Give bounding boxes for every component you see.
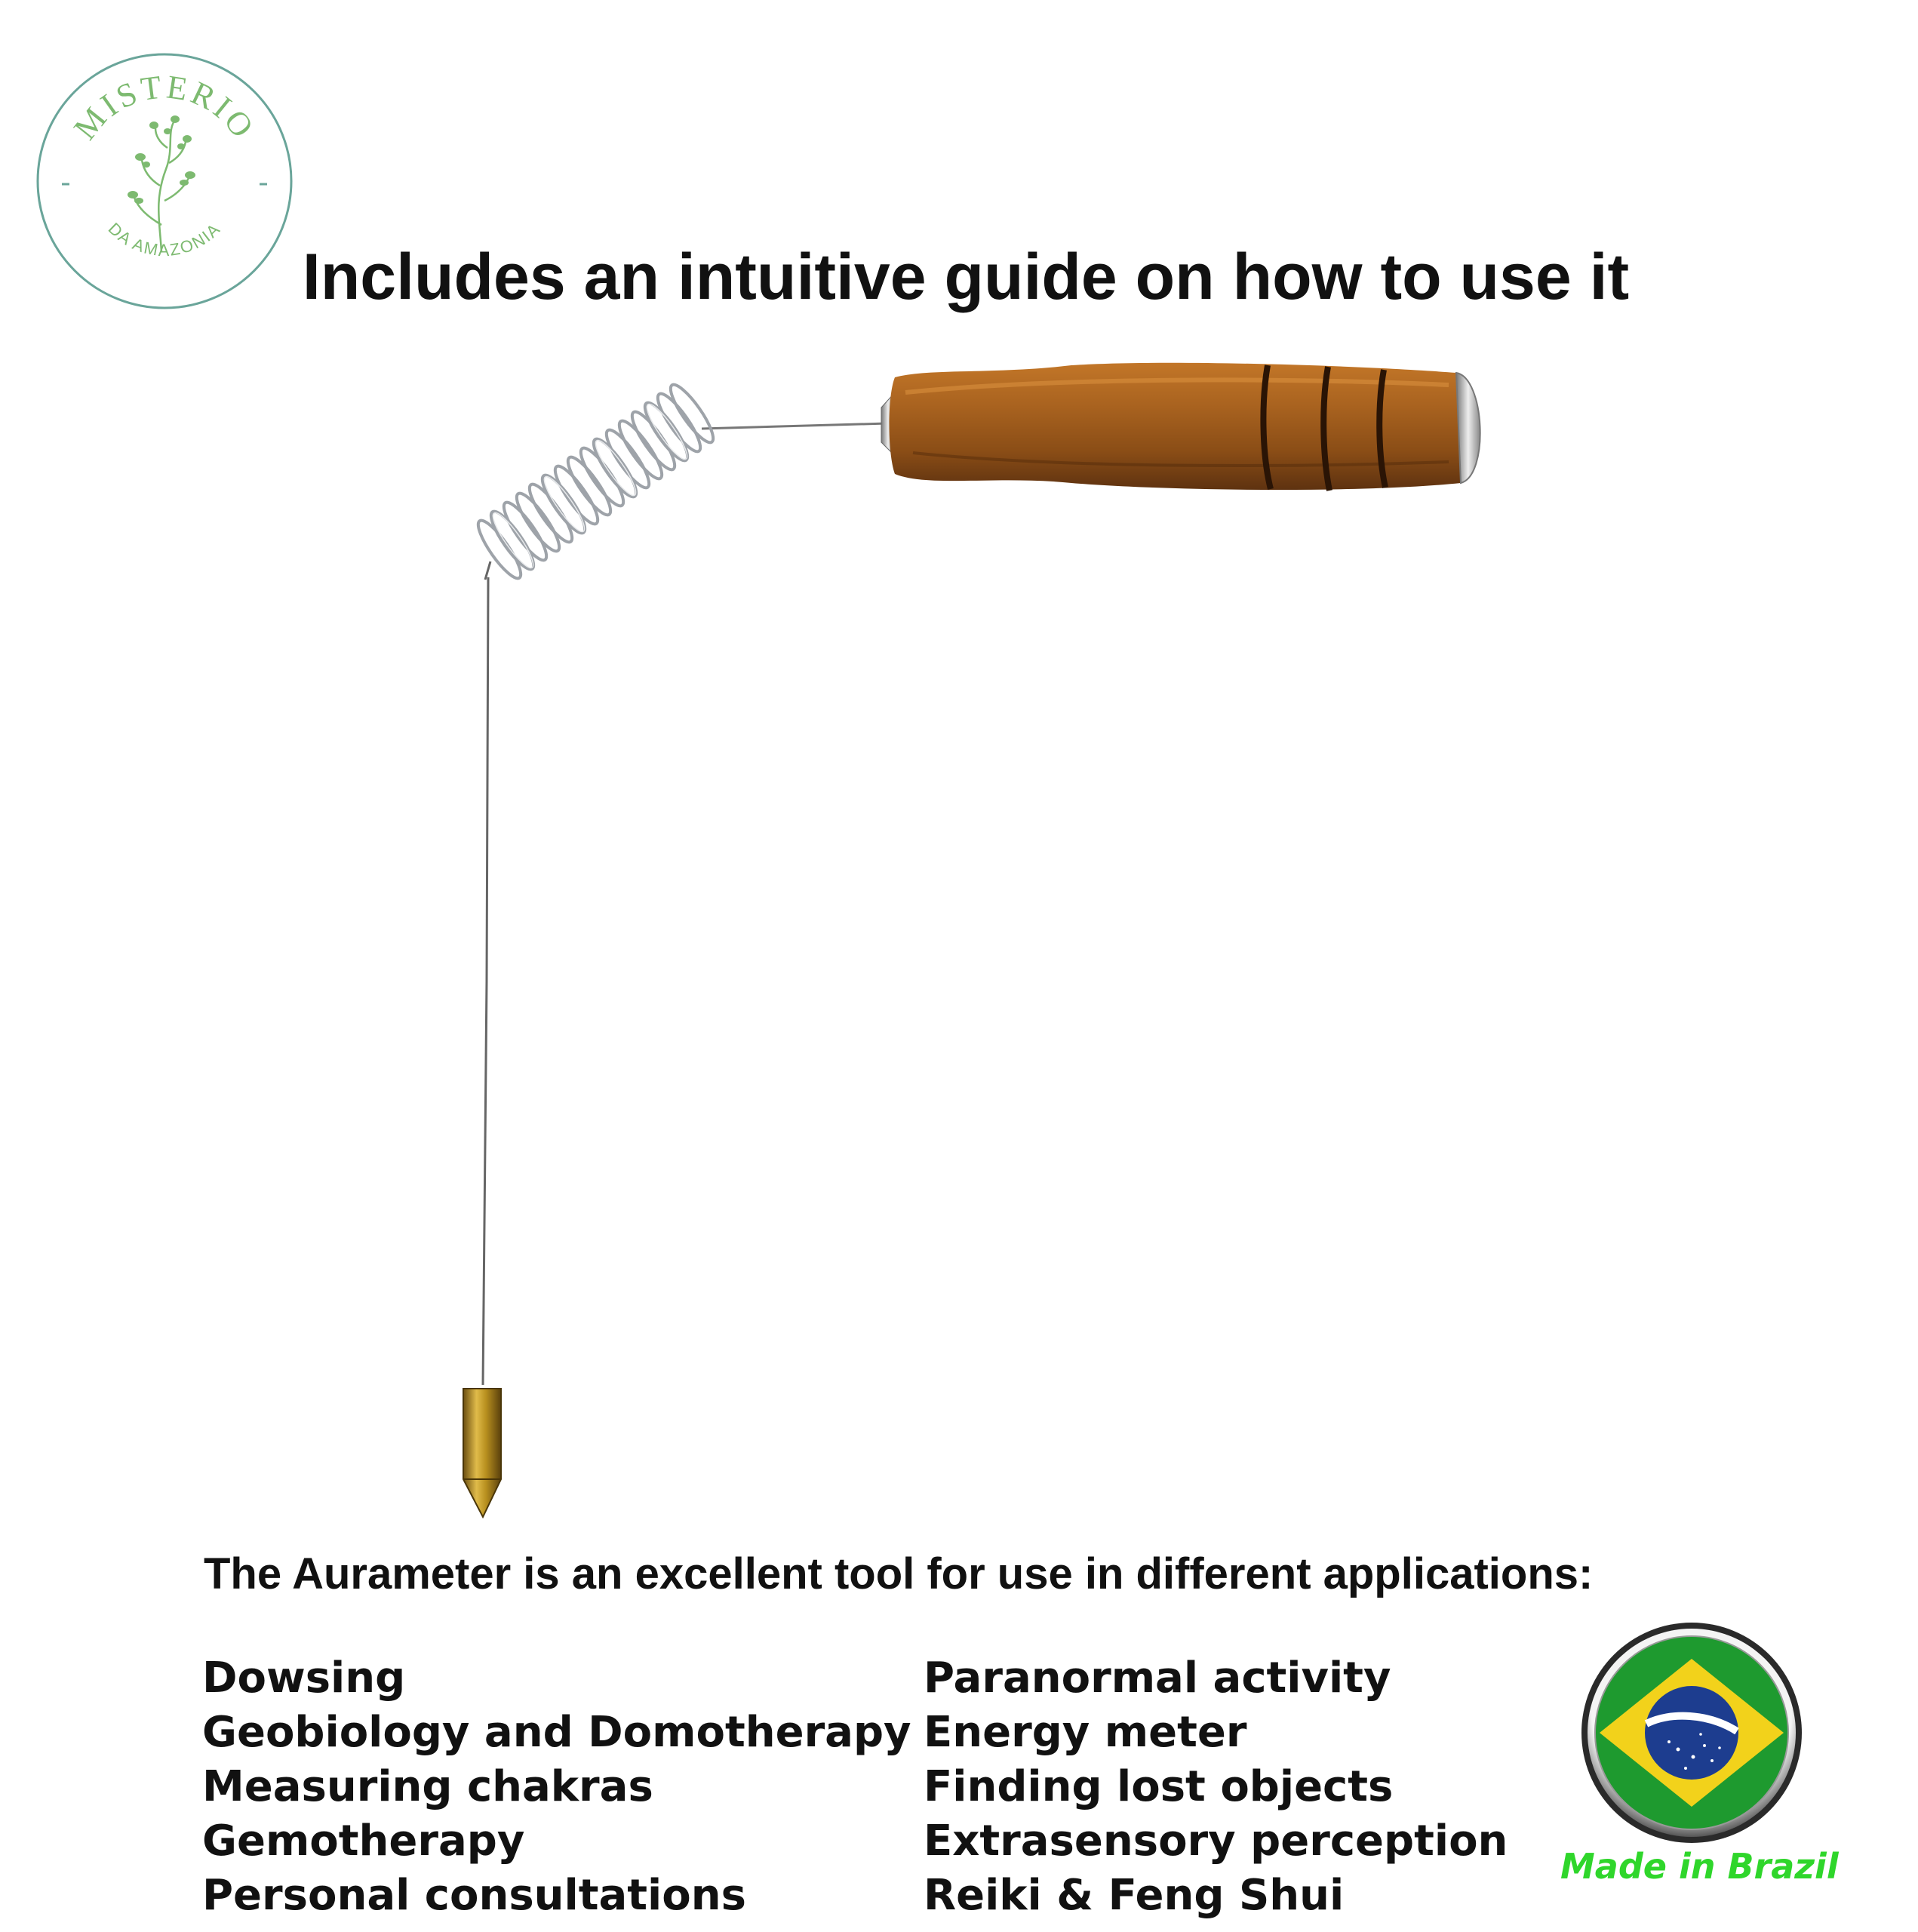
made-in-brazil-label: Made in Brazil: [1560, 1846, 1839, 1887]
list-item: Personal consultations: [202, 1871, 746, 1920]
list-item: Finding lost objects: [924, 1762, 1394, 1811]
intro-text: The Aurameter is an excellent tool for use in different applications:: [204, 1549, 1594, 1598]
brass-tip: [463, 1389, 501, 1517]
list-item: Extrasensory perception: [924, 1817, 1508, 1866]
list-item: Reiki & Feng Shui: [924, 1871, 1345, 1920]
list-item: Geobiology and Domotherapy: [202, 1708, 911, 1757]
list-item: Measuring chakras: [202, 1762, 653, 1811]
list-item: Energy meter: [924, 1708, 1247, 1757]
logo-subtitle: DA AMAZONIA: [104, 219, 225, 260]
plant-sprig-icon: [134, 122, 189, 252]
list-item: Paranormal activity: [924, 1654, 1391, 1703]
applications-list-left: [202, 1651, 911, 1923]
page-title: Includes an intuitive guide on how to use it: [302, 241, 1630, 313]
logo-title: MISTERIO: [66, 68, 263, 147]
spring-coil: [472, 380, 719, 583]
aurameter-photo: [453, 347, 1524, 1524]
list-item: Gemotherapy: [202, 1817, 525, 1866]
brazil-flag-icon: [1580, 1621, 1803, 1844]
applications-list-right: [924, 1651, 1508, 1923]
list-item: Dowsing: [202, 1654, 406, 1703]
